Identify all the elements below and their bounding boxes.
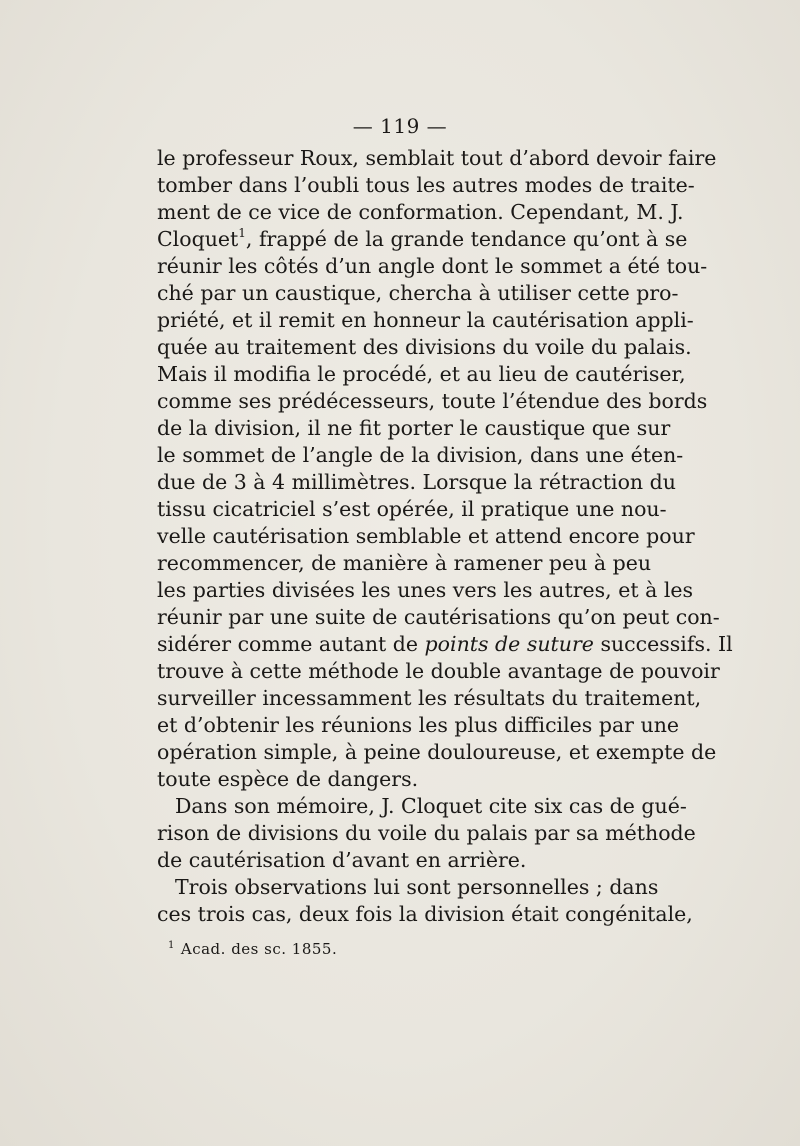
footnote-text: Acad. des sc. 1855. [180, 940, 338, 958]
text-line: ces trois cas, deux fois la division était congénitale, [157, 902, 693, 926]
text-line: recommencer, de manière à ramener peu à peu [157, 551, 652, 575]
footnote-mark: 1 [168, 940, 175, 951]
text-line [157, 226, 688, 253]
text-line: de cautérisation d’avant en arrière. [157, 848, 527, 872]
text-line: trouve à cette méthode le double avantage de pouvoir [157, 659, 720, 683]
text-fragment: sidérer comme autant de [157, 632, 425, 656]
text-line: Trois observations lui sont personnelles ; dans [175, 875, 659, 899]
footnote-reference: 1 [238, 226, 246, 240]
text-line: les parties divisées les unes vers les autres, et à les [157, 578, 694, 602]
text-line: quée au traitement des divisions du voile du palais. [157, 335, 692, 359]
text-line: surveiller incessamment les résultats du traitement, [157, 686, 702, 710]
body-text [157, 145, 733, 928]
text-line: Mais il modifia le procédé, et au lieu de cautériser, [157, 362, 686, 386]
paragraph-1 [157, 145, 733, 793]
text-line: toute espèce de dangers. [157, 767, 419, 791]
text-line: opération simple, à peine douloureuse, et exempte de [157, 740, 717, 764]
page-number: — 119 — [352, 114, 448, 138]
text-line: Dans son mémoire, J. Cloquet cite six cas de gué- [175, 794, 687, 818]
text-line: ché par un caustique, chercha à utiliser cette pro- [157, 281, 679, 305]
text-fragment: successifs. Il [593, 632, 733, 656]
text-line: velle cautérisation semblable et attend encore pour [157, 524, 695, 548]
text-line: le sommet de l’angle de la division, dans une éten- [157, 443, 684, 467]
text-line: et d’obtenir les réunions les plus difficiles par une [157, 713, 680, 737]
text-line: le professeur Roux, semblait tout d’abord devoir faire [157, 146, 717, 170]
text-line: de la division, il ne fit porter le caustique que sur [157, 416, 671, 440]
text-line: réunir par une suite de cautérisations qu’on peut con- [157, 605, 720, 629]
text-line: priété, et il remit en honneur la cautérisation appli- [157, 308, 694, 332]
footnote [168, 940, 337, 958]
italic-phrase: points de suture [424, 632, 594, 656]
text-line: comme ses prédécesseurs, toute l’étendue des bords [157, 389, 708, 413]
text-line: tissu cicatriciel s’est opérée, il pratique une nou- [157, 497, 667, 521]
text-line [157, 631, 733, 658]
paragraph-2 [157, 793, 696, 874]
text-fragment: Cloquet [157, 227, 239, 251]
paragraph-3 [157, 874, 693, 928]
text-line: tomber dans l’oubli tous les autres modes de traite- [157, 173, 695, 197]
text-line: réunir les côtés d’un angle dont le sommet a été tou- [157, 254, 708, 278]
text-line: due de 3 à 4 millimètres. Lorsque la rétraction du [157, 470, 676, 494]
text-line: rison de divisions du voile du palais par sa méthode [157, 821, 696, 845]
text-line: ment de ce vice de conformation. Cependant, M. J. [157, 200, 684, 224]
text-fragment: , frappé de la grande tendance qu’ont à se [245, 227, 688, 251]
